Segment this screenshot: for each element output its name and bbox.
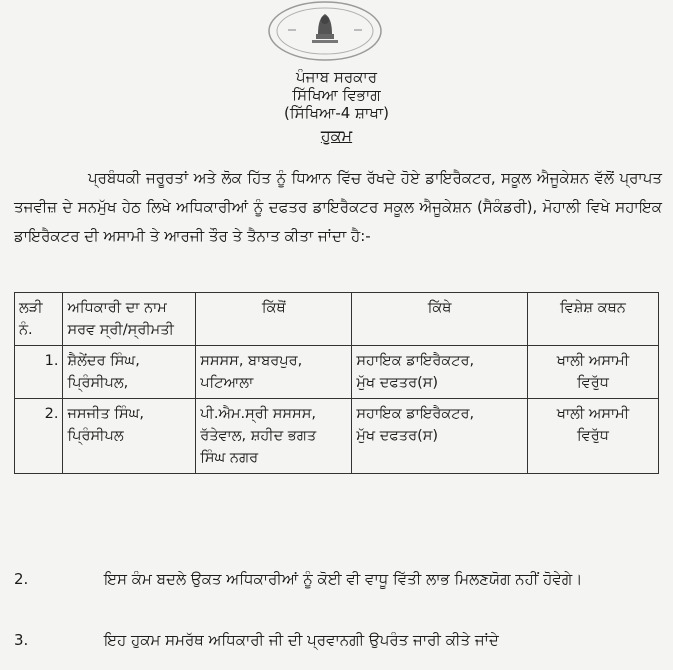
paragraph-2-text: ਇਸ ਕੰਮ ਬਦਲੇ ਉਕਤ ਅਧਿਕਾਰੀਆਂ ਨੂੰ ਕੋਈ ਵੀ ਵਾਧੂ ਵਿੱਤੀ ਲਾਭ ਮਿਲਣਯੋਗ ਨਹੀਂ ਹੋਵੇਗੇ।	[104, 570, 583, 588]
paragraph-2	[14, 565, 662, 594]
paragraph-3	[14, 626, 662, 655]
header-serial	[15, 293, 63, 346]
document-title: ਹੁਕਮ	[320, 126, 353, 145]
row-serial: 1.	[15, 346, 63, 399]
officer-name: ਜਸਜੀਤ ਸਿੰਘ,	[67, 406, 145, 422]
paragraph-2-number: 2.	[14, 570, 29, 588]
officer-designation: ਪ੍ਰਿੰਸੀਪਲ,	[67, 375, 129, 391]
row-serial: 2.	[15, 399, 63, 474]
row-to	[352, 346, 528, 399]
emblem-icon	[266, 0, 384, 62]
header-name-line2: ਸਰਵ ਸ੍ਰੀ/ਸ੍ਰੀਮਤੀ	[67, 322, 174, 338]
header-department: ਸਿੱਖਿਆ ਵਿਭਾਗ	[292, 86, 381, 104]
paragraph-3-text: ਇਹ ਹੁਕਮ ਸਮਰੱਥ ਅਧਿਕਾਰੀ ਜੀ ਦੀ ਪ੍ਰਵਾਨਗੀ ਉਪਰੰਤ ਜਾਰੀ ਕੀਤੇ ਜਾਂਦੇ	[104, 631, 499, 649]
header-government: ਪੰਜਾਬ ਸਰਕਾਰ	[296, 68, 377, 86]
remarks-line: ਖਾਲੀ ਅਸਾਮੀ	[556, 406, 630, 422]
to-line: ਮੁੱਖ ਦਫਤਰ(ਸ)	[356, 375, 439, 391]
from-line: ਰੱਤੇਵਾਲ, ਸ਼ਹੀਦ ਭਗਤ	[200, 428, 317, 444]
header-name-line1: ਅਧਿਕਾਰੀ ਦਾ ਨਾਮ	[67, 300, 167, 316]
row-officer	[63, 346, 196, 399]
remarks-line: ਵਿਰੁੱਧ	[577, 375, 609, 391]
from-line: ਪਟਿਆਲਾ	[200, 375, 254, 391]
remarks-line: ਖਾਲੀ ਅਸਾਮੀ	[556, 353, 630, 369]
officer-name: ਸ਼ੈਲੇਂਦਰ ਸਿੰਘ,	[67, 353, 140, 369]
header-from: ਕਿੱਥੋਂ	[196, 293, 352, 346]
to-line: ਮੁੱਖ ਦਫਤਰ(ਸ)	[356, 428, 439, 444]
table-header-row	[15, 293, 659, 346]
row-officer	[63, 399, 196, 474]
table-row	[15, 399, 659, 474]
from-line: ਸਿੰਘ ਨਗਰ	[200, 450, 259, 466]
row-to	[352, 399, 528, 474]
remarks-line: ਵਿਰੁੱਧ	[577, 428, 609, 444]
header-to: ਕਿੱਥੇ	[352, 293, 528, 346]
header-serial-line2: ਨੰ.	[19, 322, 33, 338]
header-officer-name	[63, 293, 196, 346]
intro-paragraph: ਪ੍ਰਬੰਧਕੀ ਜਰੂਰਤਾਂ ਅਤੇ ਲੋਕ ਹਿੱਤ ਨੂੰ ਧਿਆਨ ਵਿੱਚ ਰੱਖਦੇ ਹੋਏ ਡਾਇਰੈਕਟਰ, ਸਕੂਲ ਐਜੂਕੇਸ਼ਨ ਵੱਲੋਂ ਪ੍ਰਾਪਤ ਤਜਵੀਜ਼ ਦੇ ਸਨਮੁੱਖ ਹੇਠ ਲਿਖੇ ਅਧਿਕਾਰੀਆਂ ਨੂੰ ਦਫਤਰ ਡਾਇਰੈਕਟਰ ਸਕੂਲ ਐਜੂਕੇਸ਼ਨ (ਸੈਕੰਡਰੀ), ਮੋਹਾਲੀ ਵਿਖੇ ਸਹਾਇਕ ਡਾਇਰੈਕਟਰ ਦੀ ਅਸਾਮੀ ਤੇ ਆਰਜੀ ਤੌਰ ਤੇ ਤੈਨਾਤ ਕੀਤਾ ਜਾਂਦਾ ਹੈ:-	[14, 169, 662, 245]
row-remarks	[527, 399, 658, 474]
officer-designation: ਪ੍ਰਿੰਸੀਪਲ	[67, 428, 124, 444]
row-from	[196, 346, 352, 399]
table-row	[15, 346, 659, 399]
header-branch: (ਸਿੱਖਿਆ-4 ਸ਼ਾਖਾ)	[284, 104, 389, 122]
row-remarks	[527, 346, 658, 399]
to-line: ਸਹਾਇਕ ਡਾਇਰੈਕਟਰ,	[356, 353, 475, 369]
row-from	[196, 399, 352, 474]
header-remarks: ਵਿਸ਼ੇਸ਼ ਕਥਨ	[527, 293, 658, 346]
posting-table	[14, 292, 659, 474]
to-line: ਸਹਾਇਕ ਡਾਇਰੈਕਟਰ,	[356, 406, 475, 422]
paragraph-3-number: 3.	[14, 631, 29, 649]
header-serial-line1: ਲੜੀ	[19, 300, 43, 316]
from-line: ਪੀ.ਐਮ.ਸ੍ਰੀ ਸਸਸਸ,	[200, 406, 316, 422]
government-seal	[266, 0, 384, 62]
from-line: ਸਸਸਸ, ਬਾਬਰਪੁਰ,	[200, 353, 303, 369]
